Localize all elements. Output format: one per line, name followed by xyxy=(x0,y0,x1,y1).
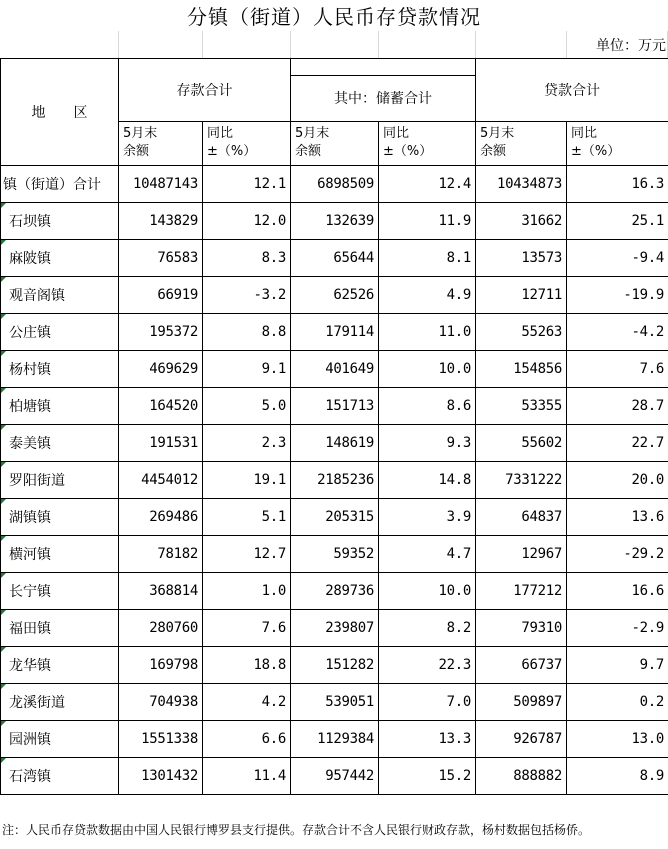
region-name: 横河镇 xyxy=(9,547,51,563)
loan-yoy-cell: 0.2 xyxy=(567,684,668,721)
deposit-loan-table xyxy=(0,58,668,795)
savings-yoy-cell: 4.7 xyxy=(379,536,476,573)
region-name-cell xyxy=(1,425,119,462)
savings-balance-cell: 6898509 xyxy=(291,166,379,203)
deposit-balance-cell: 169798 xyxy=(119,647,203,684)
region-name: 园洲镇 xyxy=(9,732,51,748)
deposit-yoy-cell: -3.2 xyxy=(203,277,291,314)
deposit-yoy-cell: 12.1 xyxy=(203,166,291,203)
region-name-cell xyxy=(1,166,119,203)
comment-marker-icon xyxy=(1,277,6,282)
savings-balance-cell: 151282 xyxy=(291,647,379,684)
savings-balance-cell: 59352 xyxy=(291,536,379,573)
region-name: 观音阁镇 xyxy=(9,288,65,304)
loan-balance-cell: 12967 xyxy=(476,536,567,573)
loan-yoy-cell: -4.2 xyxy=(567,314,668,351)
savings-balance-cell: 179114 xyxy=(291,314,379,351)
faint-gridlines xyxy=(0,31,668,58)
deposit-yoy-cell: 9.1 xyxy=(203,351,291,388)
loan-yoy-cell: 20.0 xyxy=(567,462,668,499)
table-row xyxy=(1,277,668,314)
loan-balance-cell: 926787 xyxy=(476,721,567,758)
loan-yoy-cell: -19.9 xyxy=(567,277,668,314)
region-name: 镇（街道）合计 xyxy=(3,177,101,193)
region-name-cell xyxy=(1,573,119,610)
deposit-yoy-cell: 5.0 xyxy=(203,388,291,425)
table-row xyxy=(1,610,668,647)
deposit-balance-cell: 191531 xyxy=(119,425,203,462)
savings-yoy-cell: 8.6 xyxy=(379,388,476,425)
region-name-cell xyxy=(1,462,119,499)
table-row xyxy=(1,758,668,795)
region-name-cell xyxy=(1,351,119,388)
savings-balance-cell: 148619 xyxy=(291,425,379,462)
deposit-balance-cell: 1301432 xyxy=(119,758,203,795)
footnote: 注：人民币存贷款数据由中国人民银行博罗县支行提供。存款合计不含人民银行财政存款，杨村数据包括杨侨。 xyxy=(2,823,591,837)
deposit-yoy-cell: 12.7 xyxy=(203,536,291,573)
region-header: 地 区 xyxy=(1,59,119,166)
loan-balance-cell: 7331222 xyxy=(476,462,567,499)
region-name: 石坝镇 xyxy=(9,214,51,230)
comment-marker-icon xyxy=(1,499,6,504)
comment-marker-icon xyxy=(1,536,6,541)
loan-balance-cell: 53355 xyxy=(476,388,567,425)
table-row xyxy=(1,166,668,203)
savings-yoy-cell: 7.0 xyxy=(379,684,476,721)
region-name: 龙华镇 xyxy=(9,658,51,674)
savings-balance-cell: 239807 xyxy=(291,610,379,647)
region-name: 罗阳街道 xyxy=(9,473,65,489)
table-row xyxy=(1,647,668,684)
savings-balance-cell: 289736 xyxy=(291,573,379,610)
loan-yoy-cell: 8.9 xyxy=(567,758,668,795)
region-name: 龙溪街道 xyxy=(9,695,65,711)
deposit-balance-cell: 78182 xyxy=(119,536,203,573)
savings-yoy-cell: 13.3 xyxy=(379,721,476,758)
deposit-balance-cell: 269486 xyxy=(119,499,203,536)
loan-yoy-cell: 16.6 xyxy=(567,573,668,610)
comment-marker-icon xyxy=(1,240,6,245)
loan-yoy-cell: 9.7 xyxy=(567,647,668,684)
loan-balance-cell: 888882 xyxy=(476,758,567,795)
loan-yoy-cell: 13.6 xyxy=(567,499,668,536)
comment-marker-icon xyxy=(1,203,6,208)
loan-yoy-cell: 25.1 xyxy=(567,203,668,240)
savings-balance-cell: 151713 xyxy=(291,388,379,425)
savings-yoy-cell: 10.0 xyxy=(379,573,476,610)
deposit-yoy-cell: 18.8 xyxy=(203,647,291,684)
comment-marker-icon xyxy=(1,684,6,689)
comment-marker-icon xyxy=(1,721,6,726)
region-name-cell xyxy=(1,647,119,684)
table-row xyxy=(1,388,668,425)
loan-balance-cell: 154856 xyxy=(476,351,567,388)
savings-yoy-cell: 11.9 xyxy=(379,203,476,240)
comment-marker-icon xyxy=(1,314,6,319)
region-name-cell xyxy=(1,499,119,536)
loan-yoy-cell: 22.7 xyxy=(567,425,668,462)
comment-marker-icon xyxy=(1,647,6,652)
table-row xyxy=(1,536,668,573)
table-row xyxy=(1,314,668,351)
loan-balance-cell: 64837 xyxy=(476,499,567,536)
table-row xyxy=(1,203,668,240)
loan-yoy-cell: 16.3 xyxy=(567,166,668,203)
savings-yoy-cell: 22.3 xyxy=(379,647,476,684)
loan-balance-cell: 509897 xyxy=(476,684,567,721)
loan-yoy-cell: -9.4 xyxy=(567,240,668,277)
region-name: 杨村镇 xyxy=(9,362,51,378)
region-name: 福田镇 xyxy=(9,621,51,637)
savings-total-header: 其中：储蓄合计 xyxy=(291,76,476,121)
savings-balance-cell: 539051 xyxy=(291,684,379,721)
deposit-balance-header: 5月末 余额 xyxy=(119,121,203,165)
savings-header-spacer xyxy=(291,59,476,76)
table-row xyxy=(1,573,668,610)
table-row xyxy=(1,721,668,758)
deposit-yoy-cell: 5.1 xyxy=(203,499,291,536)
deposit-yoy-cell: 7.6 xyxy=(203,610,291,647)
savings-balance-cell: 132639 xyxy=(291,203,379,240)
loan-yoy-cell: -29.2 xyxy=(567,536,668,573)
loan-balance-cell: 177212 xyxy=(476,573,567,610)
region-name-cell xyxy=(1,277,119,314)
savings-balance-cell: 62526 xyxy=(291,277,379,314)
deposit-balance-cell: 76583 xyxy=(119,240,203,277)
comment-marker-icon xyxy=(1,610,6,615)
savings-balance-cell: 205315 xyxy=(291,499,379,536)
region-name-cell xyxy=(1,240,119,277)
savings-balance-cell: 2185236 xyxy=(291,462,379,499)
comment-marker-icon xyxy=(1,351,6,356)
region-name: 石湾镇 xyxy=(9,769,51,785)
region-name: 公庄镇 xyxy=(9,325,51,341)
deposit-yoy-cell: 1.0 xyxy=(203,573,291,610)
loan-balance-cell: 66737 xyxy=(476,647,567,684)
deposit-balance-cell: 280760 xyxy=(119,610,203,647)
loan-balance-cell: 79310 xyxy=(476,610,567,647)
deposit-balance-cell: 10487143 xyxy=(119,166,203,203)
region-name: 泰美镇 xyxy=(9,436,51,452)
loan-balance-cell: 12711 xyxy=(476,277,567,314)
loan-total-header: 贷款合计 xyxy=(476,59,668,122)
savings-yoy-cell: 8.1 xyxy=(379,240,476,277)
region-name: 长宁镇 xyxy=(9,584,51,600)
comment-marker-icon xyxy=(1,462,6,467)
region-name-cell xyxy=(1,610,119,647)
deposit-yoy-cell: 4.2 xyxy=(203,684,291,721)
deposit-balance-cell: 164520 xyxy=(119,388,203,425)
loan-balance-cell: 10434873 xyxy=(476,166,567,203)
deposit-total-header: 存款合计 xyxy=(119,59,291,122)
table-row xyxy=(1,351,668,388)
loan-balance-cell: 55602 xyxy=(476,425,567,462)
deposit-balance-cell: 195372 xyxy=(119,314,203,351)
savings-yoy-cell: 12.4 xyxy=(379,166,476,203)
deposit-yoy-cell: 11.4 xyxy=(203,758,291,795)
loan-yoy-cell: -2.9 xyxy=(567,610,668,647)
deposit-yoy-cell: 8.3 xyxy=(203,240,291,277)
savings-yoy-cell: 11.0 xyxy=(379,314,476,351)
deposit-balance-cell: 4454012 xyxy=(119,462,203,499)
page-title: 分镇（街道）人民币存贷款情况 xyxy=(187,5,481,29)
deposit-yoy-cell: 2.3 xyxy=(203,425,291,462)
savings-balance-cell: 957442 xyxy=(291,758,379,795)
savings-balance-cell: 401649 xyxy=(291,351,379,388)
unit-label: 单位：万元 xyxy=(596,38,666,54)
deposit-balance-cell: 66919 xyxy=(119,277,203,314)
region-name: 湖镇镇 xyxy=(9,510,51,526)
comment-marker-icon xyxy=(1,388,6,393)
table-row xyxy=(1,462,668,499)
loan-yoy-cell: 28.7 xyxy=(567,388,668,425)
loan-yoy-header: 同比 ±（%） xyxy=(567,121,668,165)
region-name-cell xyxy=(1,758,119,795)
savings-yoy-cell: 14.8 xyxy=(379,462,476,499)
deposit-yoy-cell: 8.8 xyxy=(203,314,291,351)
savings-yoy-cell: 4.9 xyxy=(379,277,476,314)
deposit-balance-cell: 143829 xyxy=(119,203,203,240)
table-row xyxy=(1,684,668,721)
deposit-balance-cell: 469629 xyxy=(119,351,203,388)
loan-balance-cell: 13573 xyxy=(476,240,567,277)
loan-yoy-cell: 13.0 xyxy=(567,721,668,758)
loan-balance-cell: 31662 xyxy=(476,203,567,240)
savings-yoy-cell: 8.2 xyxy=(379,610,476,647)
region-name: 柏塘镇 xyxy=(9,399,51,415)
table-row xyxy=(1,425,668,462)
region-name-cell xyxy=(1,684,119,721)
region-name: 麻陂镇 xyxy=(9,251,51,267)
deposit-yoy-header: 同比 ±（%） xyxy=(203,121,291,165)
savings-balance-header: 5月末 余额 xyxy=(291,121,379,165)
comment-marker-icon xyxy=(1,425,6,430)
savings-yoy-cell: 9.3 xyxy=(379,425,476,462)
table-row xyxy=(1,499,668,536)
savings-yoy-cell: 10.0 xyxy=(379,351,476,388)
deposit-yoy-cell: 19.1 xyxy=(203,462,291,499)
savings-balance-cell: 65644 xyxy=(291,240,379,277)
deposit-balance-cell: 1551338 xyxy=(119,721,203,758)
deposit-balance-cell: 368814 xyxy=(119,573,203,610)
region-name-cell xyxy=(1,314,119,351)
region-name-cell xyxy=(1,203,119,240)
table-row xyxy=(1,240,668,277)
savings-yoy-cell: 15.2 xyxy=(379,758,476,795)
region-name-cell xyxy=(1,388,119,425)
loan-balance-cell: 55263 xyxy=(476,314,567,351)
table-body xyxy=(1,166,668,795)
deposit-balance-cell: 704938 xyxy=(119,684,203,721)
loan-yoy-cell: 7.6 xyxy=(567,351,668,388)
loan-balance-header: 5月末 余额 xyxy=(476,121,567,165)
deposit-yoy-cell: 6.6 xyxy=(203,721,291,758)
region-name-cell xyxy=(1,536,119,573)
comment-marker-icon xyxy=(1,758,6,763)
savings-balance-cell: 1129384 xyxy=(291,721,379,758)
savings-yoy-cell: 3.9 xyxy=(379,499,476,536)
comment-marker-icon xyxy=(1,573,6,578)
savings-yoy-header: 同比 ±（%） xyxy=(379,121,476,165)
region-name-cell xyxy=(1,721,119,758)
deposit-yoy-cell: 12.0 xyxy=(203,203,291,240)
